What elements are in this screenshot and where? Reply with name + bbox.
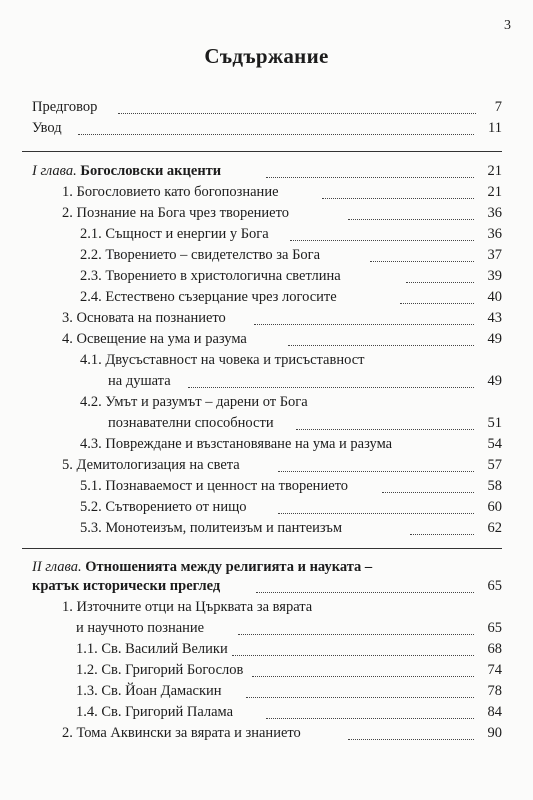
page-ref: 39 [487, 268, 502, 284]
dot-leader [118, 113, 476, 114]
page-ref: 37 [487, 247, 502, 263]
dot-leader [232, 655, 474, 656]
page-ref: 60 [487, 499, 502, 515]
page-ref: 21 [487, 163, 502, 179]
chapter-title: Отношенията между религията и науката – [85, 559, 373, 575]
toc-entry[interactable]: 3. Основата на познанието [62, 310, 226, 326]
dot-leader [256, 592, 474, 593]
divider [22, 151, 502, 152]
toc-entry-continuation: на душата [108, 373, 171, 389]
dot-leader [348, 219, 474, 220]
toc-entry[interactable]: 1. Богословието като богопознание [62, 184, 279, 200]
toc-chapter-1[interactable] [32, 162, 221, 180]
toc-entry[interactable]: 4. Освещение на ума и разума [62, 331, 247, 347]
dot-leader [246, 697, 474, 698]
dot-leader [290, 240, 474, 241]
dot-leader [278, 513, 474, 514]
toc-entry-preface[interactable]: Предговор [32, 99, 98, 115]
chapter-title: Богословски акценти [80, 163, 222, 179]
page-ref: 65 [487, 578, 502, 594]
dot-leader [288, 345, 474, 346]
toc-entry[interactable]: 1.3. Св. Йоан Дамаскин [76, 683, 222, 699]
toc-entry[interactable]: 5. Демитологизация на света [62, 457, 240, 473]
toc-entry[interactable]: 5.1. Познаваемост и ценност на творението [80, 478, 349, 494]
dot-leader [382, 492, 474, 493]
toc-entry[interactable]: 1.4. Св. Григорий Палама [76, 704, 234, 720]
toc-entry[interactable]: 2. Тома Аквински за вярата и знанието [62, 725, 301, 741]
chapter-title-continuation: кратък исторически преглед [32, 578, 221, 594]
toc-entry[interactable]: 2.1. Същност и енергии у Бога [80, 226, 269, 242]
page-ref: 36 [487, 226, 502, 242]
toc-entry[interactable]: 2.3. Творението в христологична светлина [80, 268, 341, 284]
toc-entry-introduction[interactable]: Увод [32, 120, 62, 136]
page-ref: 68 [487, 641, 502, 657]
dot-leader [370, 261, 474, 262]
page-ref: 57 [487, 457, 502, 473]
toc-entry[interactable]: 1. Източните отци на Църквата за вярата [62, 599, 313, 615]
divider [22, 548, 502, 549]
dot-leader [266, 718, 474, 719]
page-ref: 11 [488, 120, 502, 136]
page-ref: 65 [487, 620, 502, 636]
page-number: 3 [504, 18, 511, 33]
dot-leader [252, 676, 474, 677]
dot-leader [296, 429, 474, 430]
dot-leader [254, 324, 474, 325]
toc-entry-continuation: и научното познание [76, 620, 205, 636]
page-ref: 84 [487, 704, 502, 720]
toc-entry[interactable]: 5.3. Монотеизъм, политеизъм и пантеизъм [80, 520, 343, 536]
toc-entry-continuation: познавателни способности [108, 415, 274, 431]
dot-leader [266, 177, 474, 178]
page-ref: 78 [487, 683, 502, 699]
page-ref: 7 [494, 99, 502, 115]
toc-chapter-2[interactable] [32, 558, 372, 576]
toc-entry[interactable]: 4.2. Умът и разумът – дарени от Бога [80, 394, 308, 410]
chapter-label: I глава. [32, 163, 77, 179]
toc-entry[interactable]: 2.4. Естествено съзерцание чрез логосите [80, 289, 337, 305]
toc-entry[interactable]: 2.2. Творението – свидетелство за Бога [80, 247, 321, 263]
page-ref: 51 [487, 415, 502, 431]
page-ref: 36 [487, 205, 502, 221]
toc-entry[interactable]: 1.1. Св. Василий Велики [76, 641, 228, 657]
page-ref: 40 [487, 289, 502, 305]
page-ref: 49 [487, 373, 502, 389]
page-ref: 90 [487, 725, 502, 741]
page-ref: 21 [487, 184, 502, 200]
page-ref: 62 [487, 520, 502, 536]
page-title: Съдържание [204, 44, 329, 68]
toc-entry[interactable]: 1.2. Св. Григорий Богослов [76, 662, 244, 678]
dot-leader [278, 471, 474, 472]
toc-entry[interactable]: 5.2. Сътворението от нищо [80, 499, 247, 515]
dot-leader [322, 198, 474, 199]
dot-leader [78, 134, 474, 135]
dot-leader [188, 387, 474, 388]
dot-leader [348, 739, 474, 740]
dot-leader [238, 634, 474, 635]
page-ref: 43 [487, 310, 502, 326]
page-ref: 58 [487, 478, 502, 494]
page-ref: 74 [487, 662, 502, 678]
toc-entry[interactable]: 4.3. Повреждане и възстановяване на ума и разума [80, 436, 393, 452]
toc-entry[interactable]: 2. Познание на Бога чрез творението [62, 205, 290, 221]
toc-entry[interactable]: 4.1. Двусъставност на човека и трисъставност [80, 352, 365, 368]
page-ref: 49 [487, 331, 502, 347]
page-ref: 54 [487, 436, 502, 452]
chapter-label: II глава. [32, 559, 82, 575]
